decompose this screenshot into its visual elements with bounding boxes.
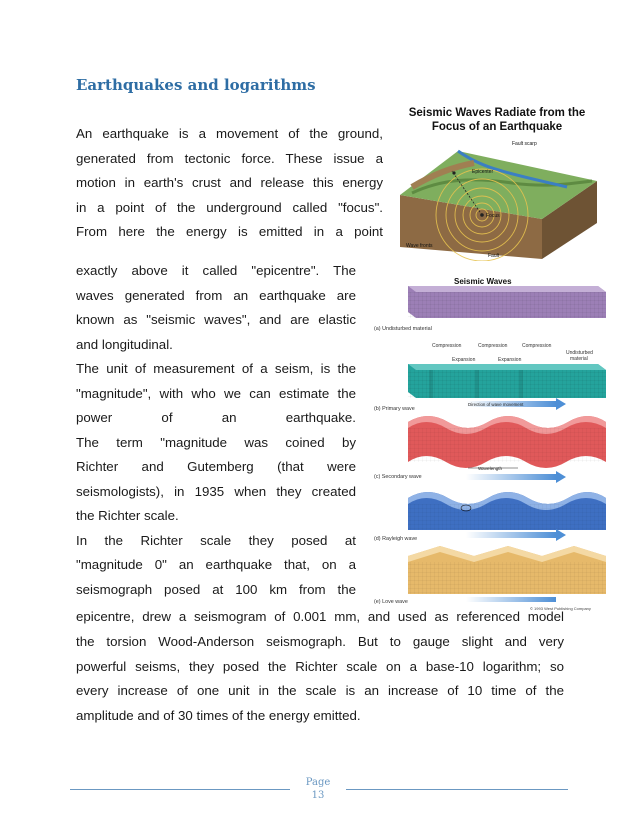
text-line: seismologists), in 1935 when they created	[76, 483, 356, 499]
panel-secondary-wave	[408, 416, 606, 468]
panel-d-label: (d) Rayleigh wave	[374, 536, 418, 542]
text-line: powerful seisms, they posed the Richter scale on a base-10 logarithm; so	[76, 658, 564, 674]
text-line: the torsion Wood-Anderson seismograph. But to gauge slight and very	[76, 633, 564, 649]
label-wavelength: Wavelength	[478, 466, 503, 471]
text-line: known as "seismic waves", and are elastic	[76, 312, 356, 327]
label-undisturbed-2: material	[570, 356, 588, 362]
figure2-title: Seismic Waves	[454, 277, 512, 286]
page-number: 13	[311, 790, 325, 801]
label-expansion-2: Expansion	[498, 357, 522, 363]
text-line: the Richter scale.	[76, 508, 179, 523]
text-line: power of an earthquake.	[76, 410, 356, 425]
label-fault: Fault	[488, 253, 500, 259]
paragraph-2	[76, 259, 356, 602]
earthquake-block-diagram	[392, 137, 604, 261]
text-line: Richter and Gutemberg (that were	[76, 459, 356, 474]
label-undisturbed-1: Undisturbed	[566, 350, 593, 356]
seismic-waves-diagram	[370, 272, 610, 612]
figure1-title-line2: Focus of an Earthquake	[431, 121, 563, 133]
text-line: waves generated from an earthquake are	[76, 287, 356, 303]
label-fault-scarp: Fault scarp	[512, 141, 537, 147]
page-label: Page	[305, 777, 331, 788]
paragraph-3	[76, 605, 564, 729]
label-direction: Direction of wave movement	[468, 402, 524, 407]
label-epicenter: Epicenter	[472, 169, 494, 175]
page-number-block	[296, 776, 340, 802]
text-line: every increase of one unit in the scale is an increase of 10 time of the	[76, 683, 564, 699]
text-line: amplitude and of 30 times of the energy emitted.	[76, 708, 361, 724]
focus-point	[480, 213, 484, 217]
label-compression-3: Compression	[522, 343, 552, 349]
panel-a-label: (a) Undisturbed material	[374, 326, 432, 332]
panel-e-label: (e) Love wave	[374, 599, 408, 605]
text-line: The term "magnitude was coined by	[76, 434, 356, 450]
panel-love-wave	[408, 546, 606, 594]
text-line: seismograph posed at 100 km from the	[76, 581, 356, 597]
text-line: The unit of measurement of a seism, is the	[76, 361, 356, 376]
text-line: In the Richter scale they posed at	[76, 532, 356, 548]
label-compression-1: Compression	[432, 343, 462, 349]
text-line: and longitudinal.	[76, 336, 173, 352]
label-expansion-1: Expansion	[452, 357, 476, 363]
text-line: motion in earth's crust and release this energy	[76, 175, 383, 190]
panel-b-label: (b) Primary wave	[374, 406, 415, 412]
footer-rule-right	[346, 789, 568, 790]
label-compression-2: Compression	[478, 343, 508, 349]
section-heading: Earthquakes and logarithms	[76, 76, 316, 94]
panel-c-label: (c) Secondary wave	[374, 474, 422, 480]
text-line: "magnitude", with who we can estimate the	[76, 385, 356, 401]
panel-primary-wave	[408, 364, 606, 398]
figure1-title-line1: Seismic Waves Radiate from the	[408, 107, 586, 119]
panel-undisturbed	[408, 286, 606, 318]
text-line: "magnitude 0" an earthquake that, on a	[76, 557, 356, 572]
text-line: exactly above it called "epicentre". The	[76, 263, 356, 278]
text-line: in a point of the underground called "focus".	[76, 199, 383, 215]
figure2-copyright: © 1993 West Publishing Company	[530, 606, 591, 611]
figure1-title	[392, 106, 602, 134]
footer-rule-left	[70, 789, 290, 790]
paragraph-1	[76, 122, 383, 245]
panel-rayleigh-wave	[408, 492, 606, 530]
text-line: An earthquake is a movement of the ground,	[76, 126, 383, 141]
text-line: epicentre, drew a seismogram of 0.001 mm, and used as referenced model	[76, 609, 564, 624]
label-wave-fronts: Wave fronts	[406, 243, 433, 249]
label-focus: Focus	[486, 213, 500, 219]
text-line: generated from tectonic force. These issue a	[76, 150, 383, 166]
text-line: From here the energy is emitted in a point	[76, 224, 383, 239]
epicenter-point	[452, 171, 455, 174]
